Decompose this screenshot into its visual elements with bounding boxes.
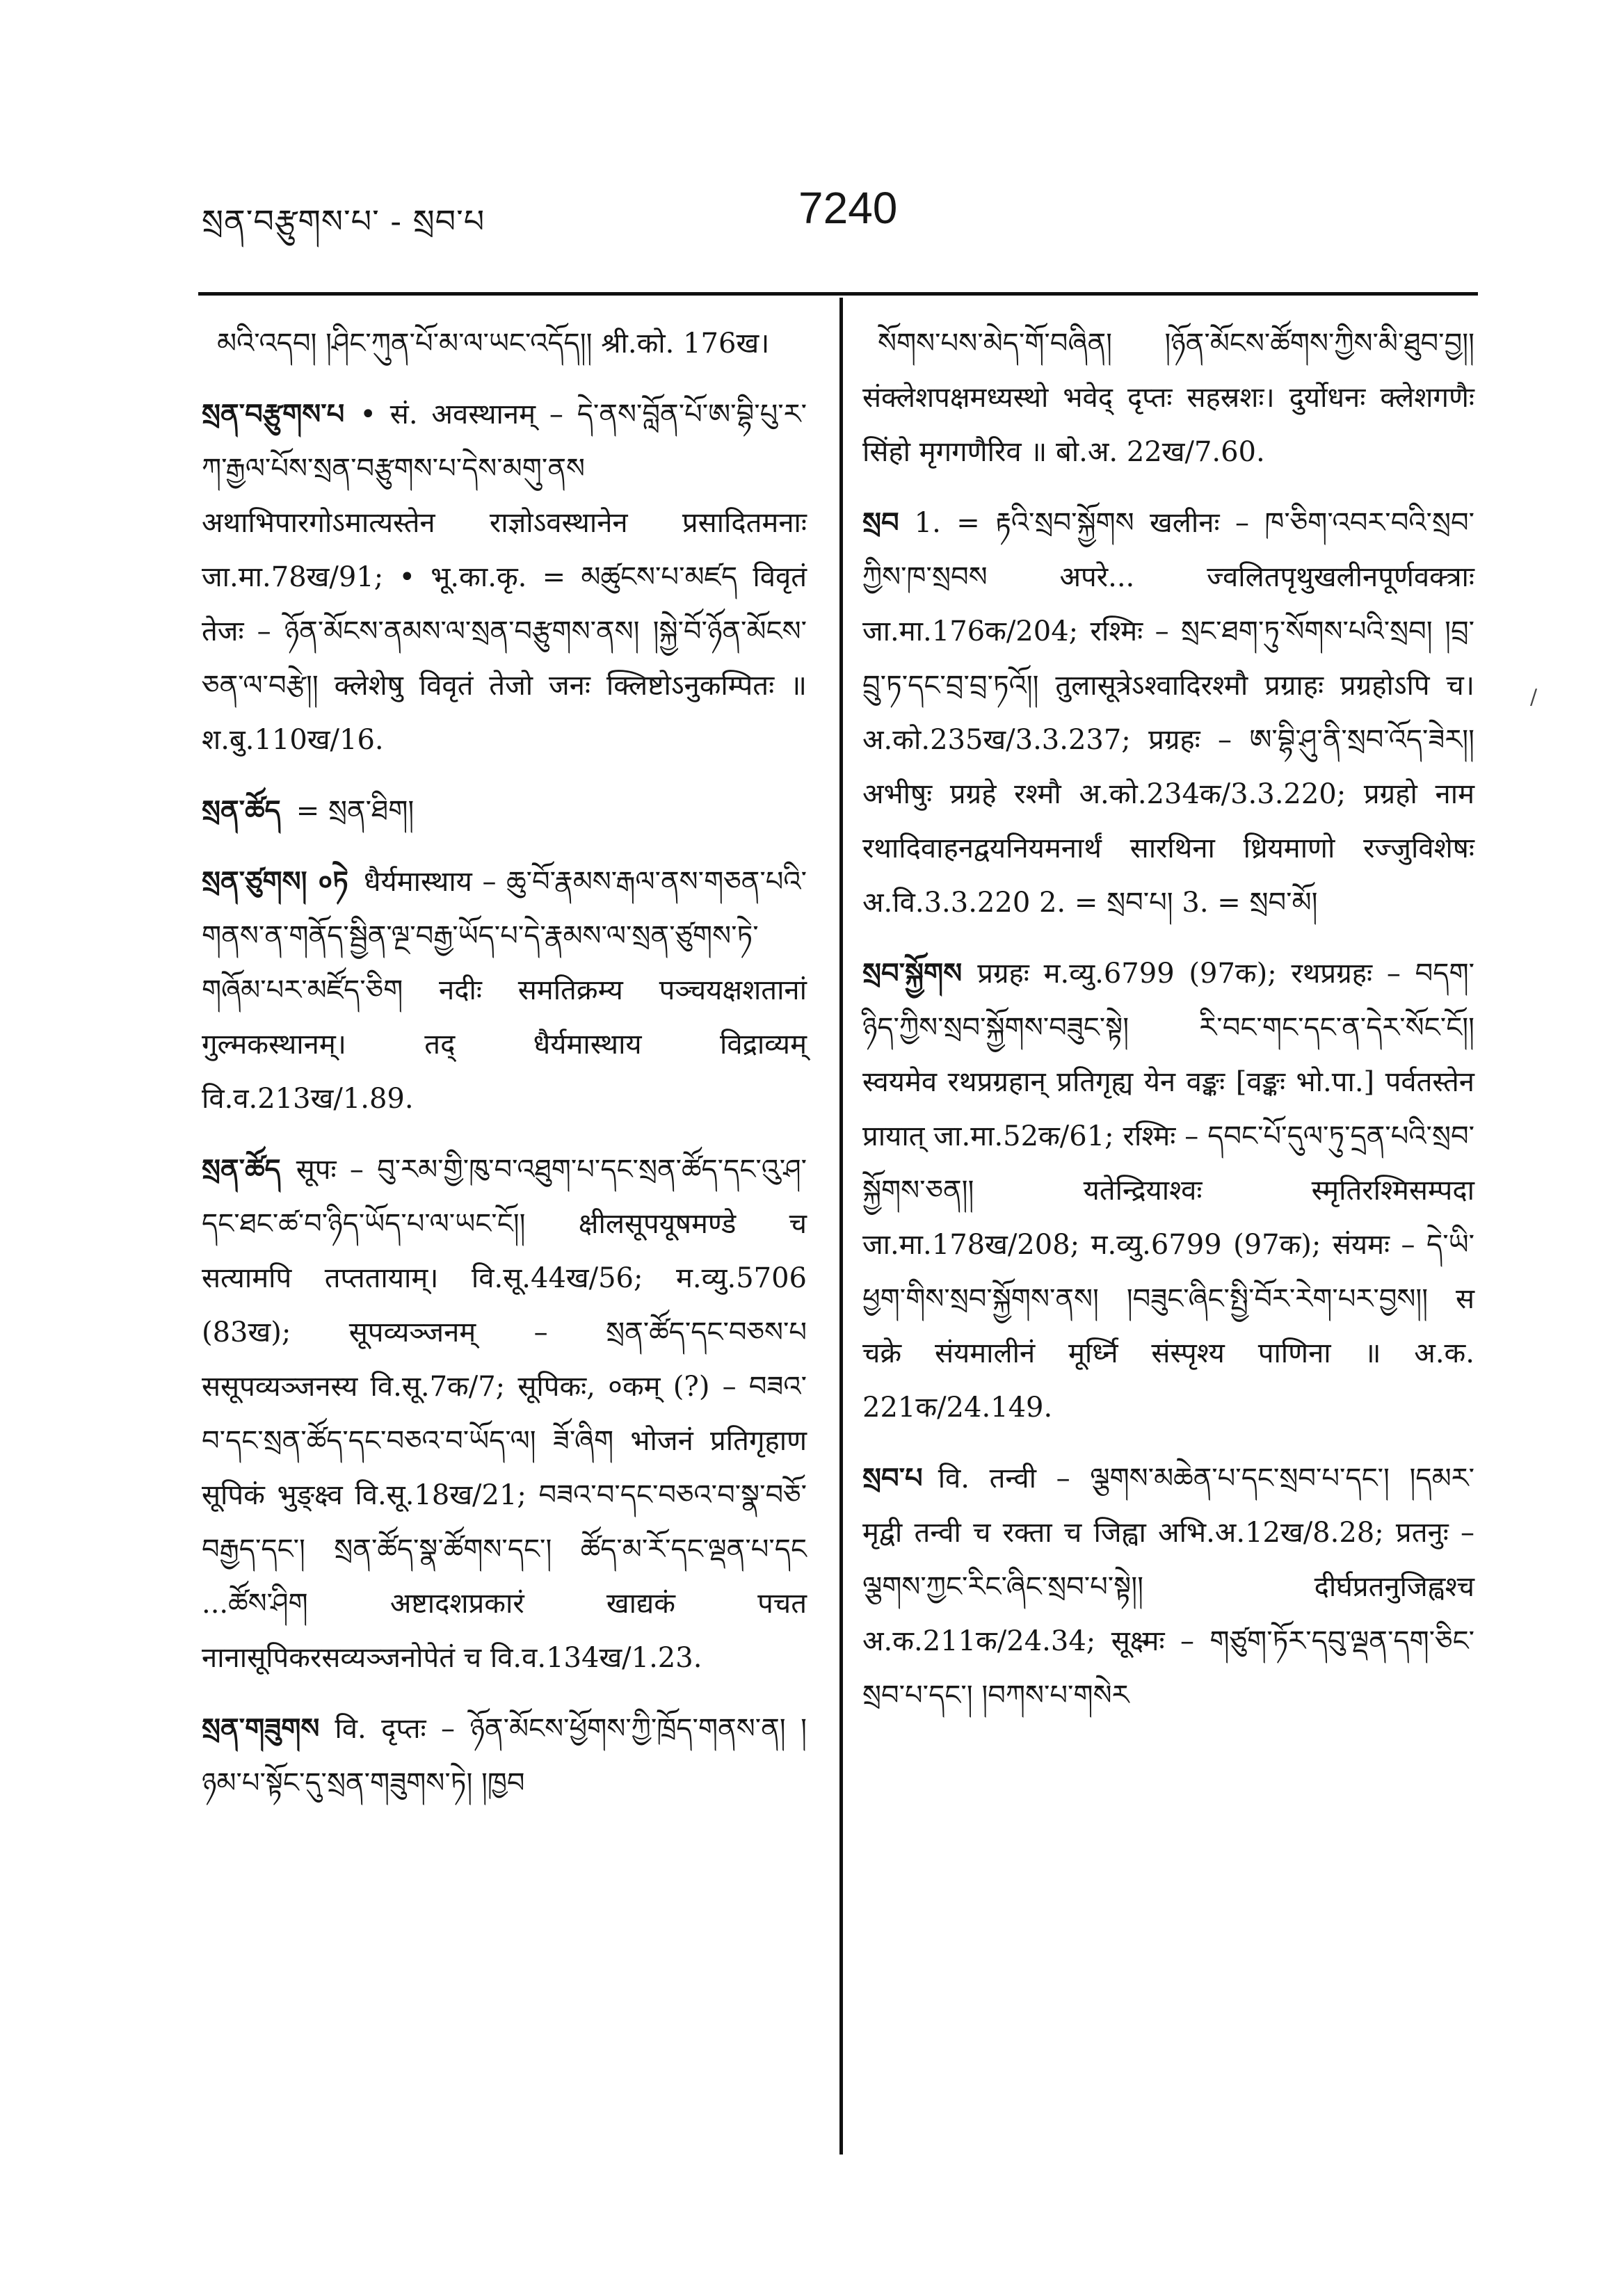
dictionary-entry bbox=[202, 784, 807, 838]
entry-text: = སྲན་ཐིག། bbox=[296, 795, 415, 827]
dictionary-entry bbox=[862, 316, 1474, 479]
dictionary-entry bbox=[202, 316, 807, 371]
dictionary-entry bbox=[862, 947, 1474, 1435]
left-column bbox=[202, 316, 807, 1827]
entry-text: वि. तन्वी – ལྕགས་མཆེན་པ་དང་སྲབ་པ་དང་། །དམར་ मृद्वी तन्वी च रक्ता च जिह्वा अभि.अ.12ख/8.28; प्रतनुः – ལྕགས་ཀྱང་རིང་ཞིང་སྲབ་པ་སྟེ།། दीर्घप्रतनुजिह्वश्च अ.क.211क/24.34; सूक्ष्मः – གཙུག་ཏོར་དབུ་ལྡན་དག་ཅིང་སྲབ་པ་དང་། །བཀས་པ་གསེར bbox=[862, 1463, 1474, 1712]
column-divider bbox=[839, 298, 843, 2155]
running-header-title: སྲན་བརྩུགས་པ་ - སྲབ་པ bbox=[202, 202, 485, 240]
entry-headword: སྲབ་སྐྱོགས bbox=[862, 957, 963, 990]
entry-text: धैर्यमास्थाय – ཆུ་བོ་རྣམས་རྒལ་ནས་གཅན་པའི་གནས་ན་གནོད་སྦྱིན་ལྔ་བརྒྱ་ཡོད་པ་དེ་རྣམས་ལ་སྲན་ཙུགས་ཏེ་གཞོམ་པར་མཛོད་ཅིག नदीः समतिक्रम्य पञ्चयक्षशतानां गुल्मकस्थानम्। तद् धैर्यमास्थाय विद्राव्यम् वि.व.213ख/1.89. bbox=[202, 866, 807, 1115]
entry-headword: སྲན་ཚོད bbox=[202, 794, 281, 827]
header-rule bbox=[198, 292, 1478, 296]
entry-text: སོགས་པས་མེད་གོ་བཞིན། །ཉོན་མོངས་ཚོགས་ཀྱིས་མི་ཐུབ་བྱ།། संक्लेशपक्षमध्यस्थो भवेद् दृप्तः सहस्रशः। दुर्योधनः क्लेशगणैः सिंहो मृगगणैरिव ॥ बो.अ. 22ख/7.60. bbox=[862, 328, 1474, 468]
dictionary-entry bbox=[862, 1451, 1474, 1723]
page-number: 7240 bbox=[798, 183, 898, 233]
entry-headword: སྲབ bbox=[862, 506, 899, 539]
entry-headword: སྲན་ཚོད bbox=[202, 1153, 281, 1186]
entry-headword: སྲན་གཟུགས bbox=[202, 1712, 320, 1745]
right-column bbox=[862, 316, 1474, 1739]
dictionary-entry bbox=[862, 496, 1474, 930]
dictionary-entry bbox=[202, 1702, 807, 1810]
entry-headword: སྲན་བརྩུགས་པ bbox=[202, 398, 345, 430]
dictionary-entry bbox=[202, 387, 807, 767]
entry-headword: སྲན་ཙུགས། ०ཏེ bbox=[202, 865, 348, 898]
entry-text: མའི་འདབ། །ཤིང་ཀུན་པོ་མ་ལ་ཡང་འདོད།། श्री.को. 176ख। bbox=[217, 328, 770, 360]
dictionary-entry bbox=[202, 1143, 807, 1685]
entry-text: सूपः – བུ་རམ་གྱི་ཁུ་བ་འཐུག་པ་དང་སྲན་ཚོད་དང་འུ་ཤ་དང་ཐང་ཚ་བ་ཉིད་ཡོད་པ་ལ་ཡང་ངོ།། क्षीलसूपयूषमण्डे च सत्यामपि तप्ततायाम्। वि.सू.44ख/56; म.व्यु.5706 (83ख); सूपव्यञ्जनम् – སྲན་ཚོད་དང་བཅས་པ ससूपव्यञ्जनस्य वि.सू.7क/7; सूपिकः, ०कम् (?) – བཟའ་བ་དང་སྲན་ཚོད་དང་བཅའ་བ་ཡོད་ལ། ཟོ་ཞིག भोजनं प्रतिगृहाण सूपिकं भुङ्क्ष्व वि.सू.18ख/21; བཟའ་བ་དང་བཅའ་བ་སྣ་བཅོ་བརྒྱད་དང་། སྲན་ཚོད་སྣ་ཚོགས་དང་། ཚོད་མ་རོ་དང་ལྡན་པ་དང ...ཚོས་ཤིག अष्टादशप्रकारं खाद्यकं पचत नानासूपिकरसव्यञ्जनोपेतं च वि.व.134ख/1.23. bbox=[202, 1154, 807, 1674]
margin-mark: / bbox=[1530, 685, 1538, 709]
entry-headword: སྲབ་པ bbox=[862, 1462, 923, 1495]
entry-text: वि. दृप्तः – ཉོན་མོངས་ཕྱོགས་ཀྱི་ཁྲོད་གནས་ན། །ཉམ་པ་སྟོང་དུ་སྲན་གཟུགས་ཏེ། །ཁྱབ bbox=[202, 1713, 807, 1799]
entry-text: 1. = རྟའི་སྲབ་སྐྱོགས खलीनः – ཁ་ཅིག་འབར་བའི་སྲབ་ཀྱིས་ཁ་སྲབས अपरे... ज्वलितपृथुखलीनपूर्णवक्त्राः जा.मा.176क/204; रश्मिः – སྲང་ཐག་ཏུ་སོགས་པའི་སྲབ། །བྲ་བྲུ་ཏ་དང་བྲ་བྲ་ཏའོ།། तुलासूत्रेऽश्वादिरश्मौ प्रग्राहः प्रग्रहोऽपि च। अ.को.235ख/3.3.237; प्रग्रहः – ཨ་བྷི་ཤུ་ནི་སྲབ་འོད་ཟེར།། अभीषुः प्रग्रहे रश्मौ अ.को.234क/3.3.220; प्रग्रहो नाम रथादिवाहनद्वयनियमनार्थं सारथिना ध्रियमाणो रज्जुविशेषः अ.वि.3.3.220 2. = སྲབ་པ། 3. = སྲབ་མོ། bbox=[862, 507, 1474, 919]
dictionary-entry bbox=[202, 855, 807, 1126]
entry-text: प्रग्रहः म.व्यु.6799 (97क); रथप्रग्रहः – བདག་ཉིད་ཀྱིས་སྲབ་སྐྱོགས་བཟུང་སྟེ། རི་བང་གང་དང་ན་དེར་སོང་ངོ།། स्वयमेव रथप्रग्रहान् प्रतिगृह्य येन वङ्कः [वङ्कः भो.पा.] पर्वतस्तेन प्रायात् जा.मा.52क/61; रश्मिः – དབང་པོ་དུལ་ཏུ་དྲན་པའི་སྲབ་སྐྱོགས་ཅན།། यतेन्द्रियाश्वः स्मृतिरश्मिसम्पदा जा.मा.178ख/208; म.व्यु.6799 (97क); संयमः – དེ་ཡི་ཕྱག་གིས་སྲབ་སྐྱོགས་ནས། །བཟུང་ཞིང་སྤྱི་བོར་རེག་པར་བྱས།། स चक्रे संयमालीनं मूर्ध्नि संस्पृश्य पाणिना ॥ अ.क. 221क/24.149. bbox=[862, 958, 1474, 1424]
entry-text: • सं. अवस्थानम् – དེ་ནས་བློན་པོ་ཨ་བྷི་པུ་ར་ཀ་རྒྱལ་པོས་སྲན་བརྩུགས་པ་དེས་མགུ་ནས अथाभिपारगोऽमात्यस्तेन राज्ञोऽवस्थानेन प्रसादितमनाः जा.मा.78ख/91; • भू.का.कृ. = མཚུངས་པ་མཛད विवृतं तेजः – ཉོན་མོངས་ནམས་ལ་སྲན་བརྩུགས་ནས། །སྐྱེ་བོ་ཉོན་མོངས་ཅན་ལ་བརྩེ།། क्लेशेषु विवृतं तेजो जनः क्लिष्टोऽनुकम्पितः ॥ श.बु.110ख/16. bbox=[202, 398, 807, 756]
